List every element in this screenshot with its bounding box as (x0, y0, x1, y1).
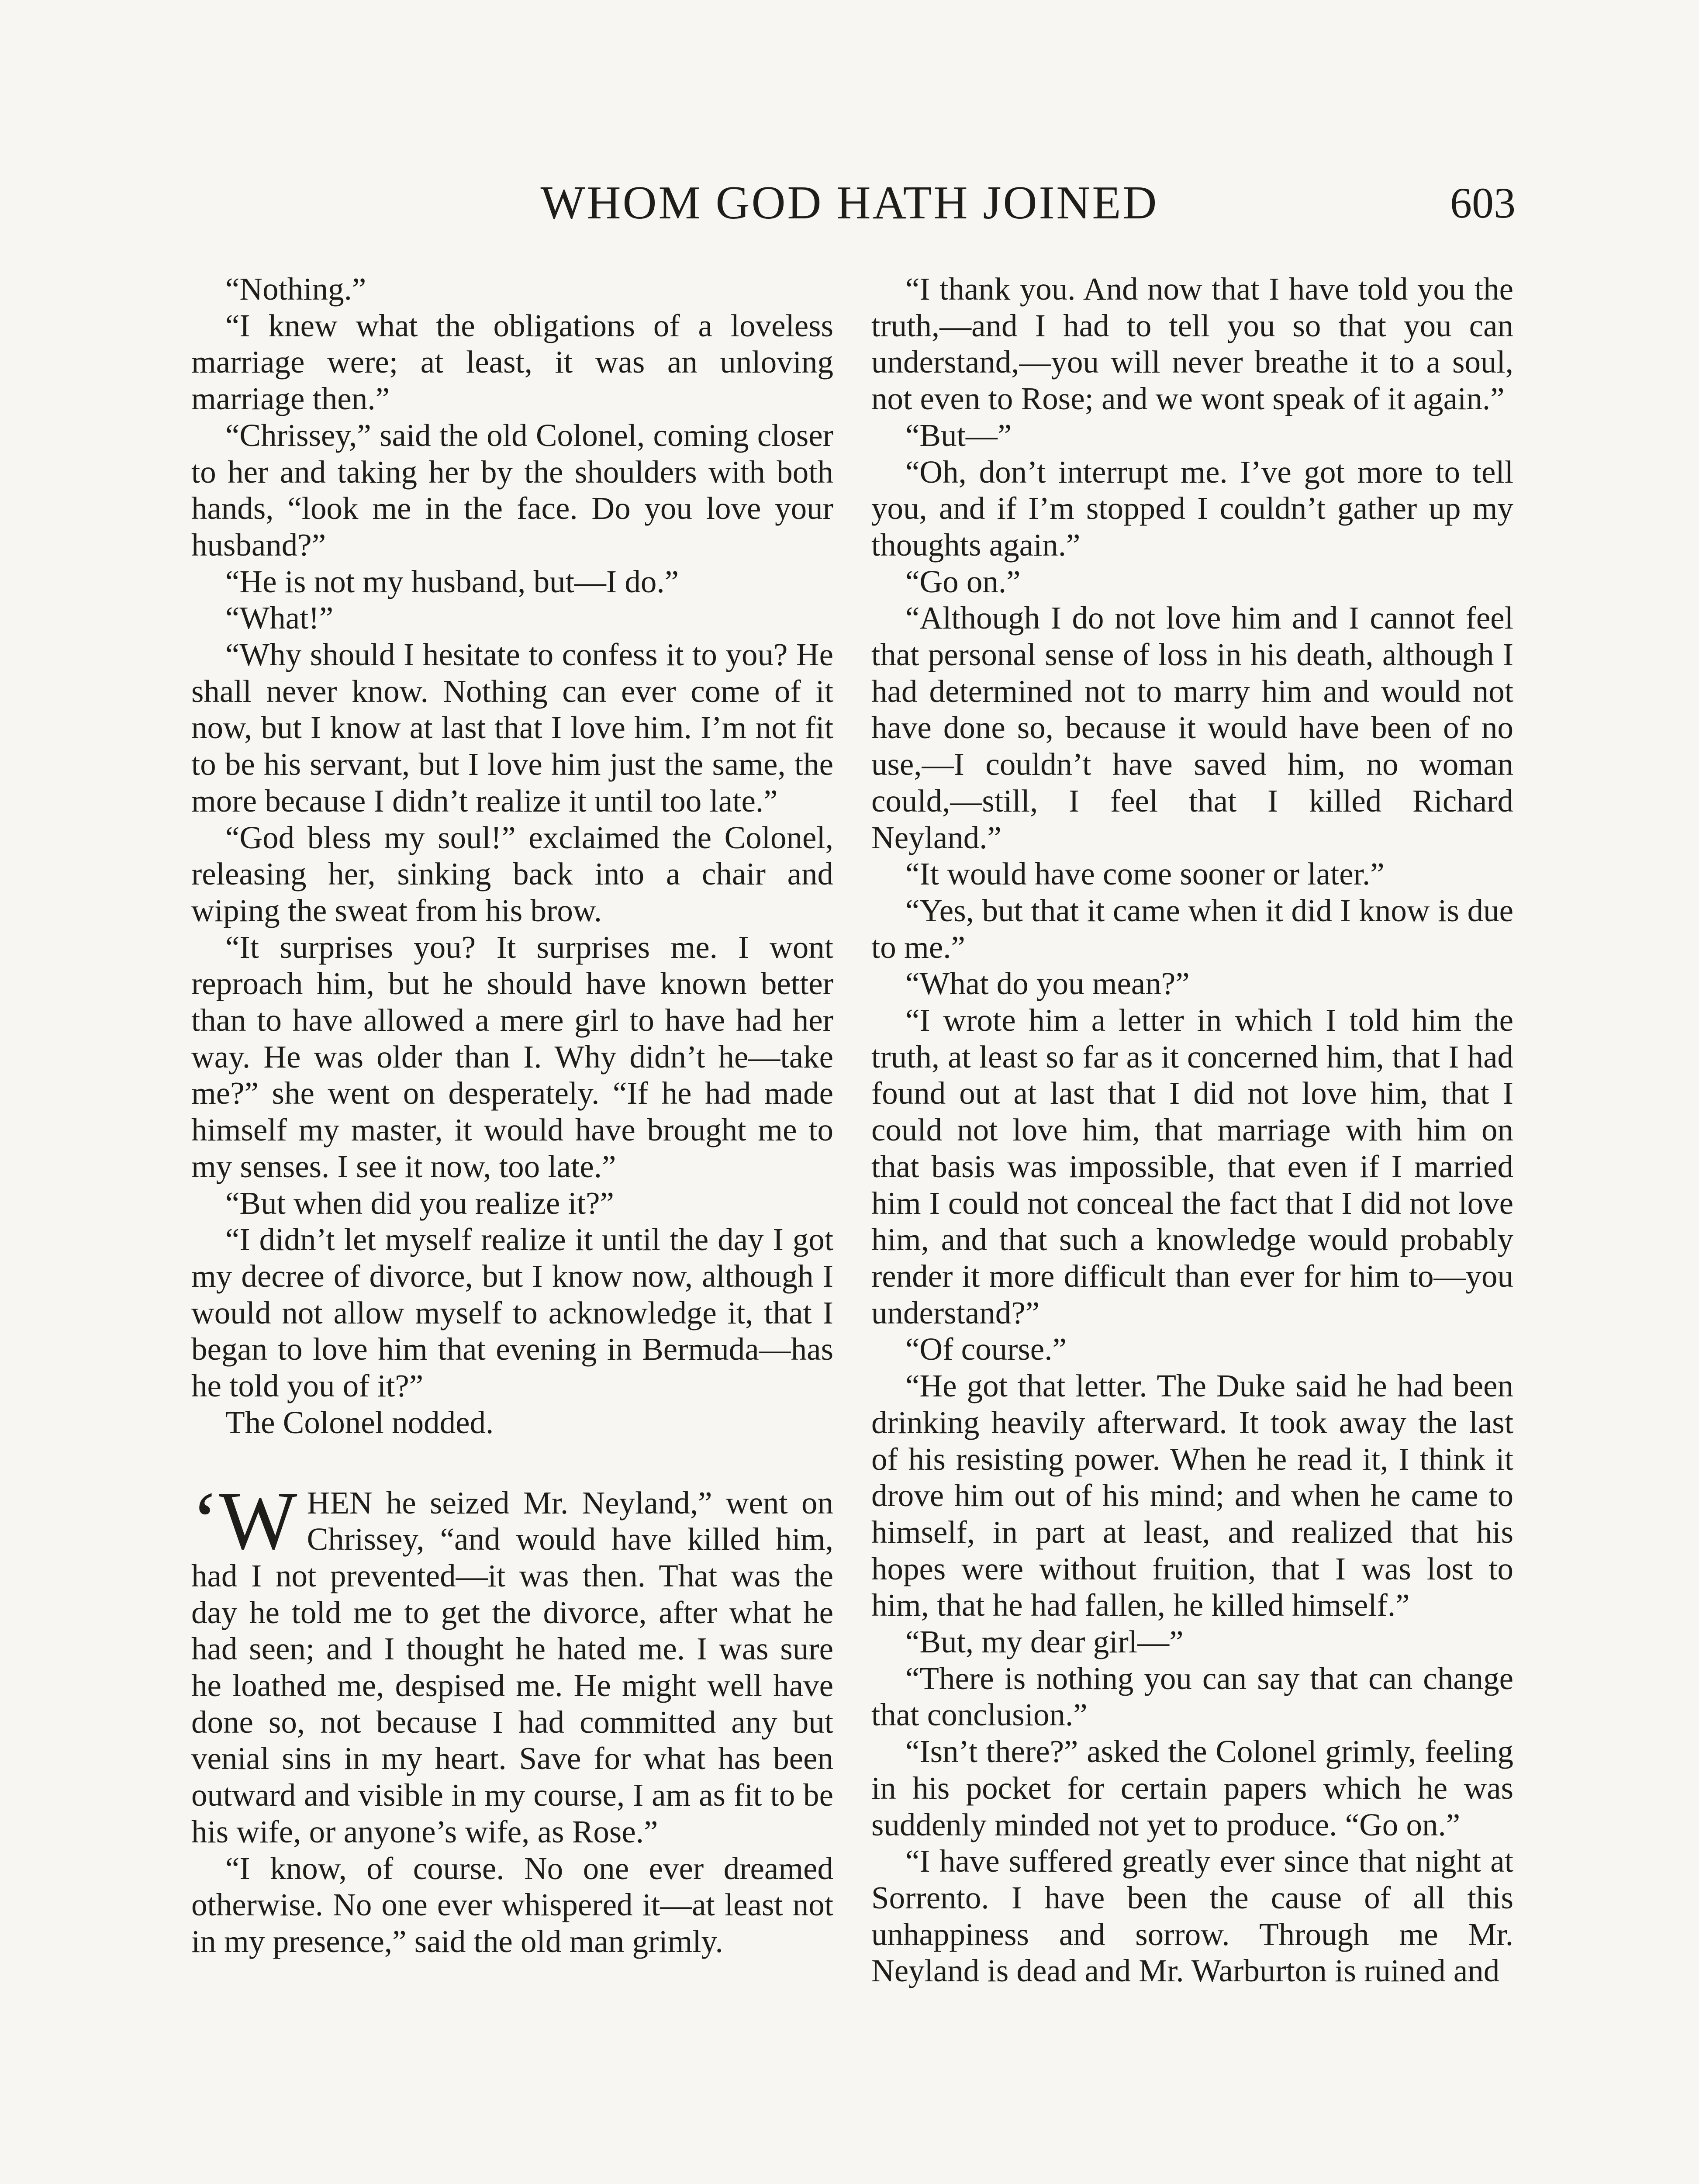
paragraph: “God bless my soul!” exclaimed the Colonel, releasing her, sinking back into a chair and wiping the sweat from his brow. (191, 819, 833, 928)
drop-cap: ‘W (191, 1475, 297, 1567)
paragraph: “I have suffered greatly ever since that night at Sorrento. I have been the cause of all this unhappiness and sorrow. Through me Mr. Neyland is dead and Mr. Warburton is ruined and (871, 1843, 1513, 1989)
page-number: 603 (1450, 179, 1516, 227)
paragraph: “Why should I hesitate to confess it to you? He shall never know. Nothing can ever come of it now, but I know at last that I love him. I’m not fit to be his servant, but I love him just the same, the more because I didn’t realize it until too late.” (191, 637, 833, 819)
paragraph: “What do you mean?” (905, 966, 1190, 1002)
paragraph: “I know, of course. No one ever dreamed otherwise. No one ever whispered it—at least not in my presence,” said the old man grimly. (191, 1850, 833, 1959)
paragraph: “I knew what the obligations of a loveless marriage were; at least, it was an unloving marriage then.” (191, 308, 833, 417)
section-start-text: HEN he seized Mr. Neyland,” went on Chrissey, “and would have killed him, had I not prevented—it was then. That was the day he told me to get the divorce, after what he had seen; and I thought he hated me. I was sure he loathed me, despised me. He might well have done so, not because I had committed any but venial sins in my heart. Save for what has been outward and visible in my course, I am as fit to be his wife, or anyone’s wife, as Rose.” (191, 1485, 833, 1849)
paragraph: “Yes, but that it came when it did I know is due to me.” (871, 892, 1513, 965)
paragraph: “Although I do not love him and I cannot feel that personal sense of loss in his death, although I had determined not to marry him and would not have done so, because it would have been of no use,—I couldn’t have saved him, no woman could,—still, I feel that I killed Richard Neyland.” (871, 600, 1513, 855)
paragraph: “But—” (905, 417, 1012, 453)
paragraph: “I thank you. And now that I have told you the truth,—and I had to tell you so that you can understand,—you will never breathe it to a soul, not even to Rose; and we wont speak of it again.” (871, 271, 1513, 417)
paragraph: “It would have come sooner or later.” (905, 856, 1385, 892)
paragraph: “Oh, don’t interrupt me. I’ve got more to tell you, and if I’m stopped I couldn’t gather up my thoughts again.” (871, 454, 1513, 563)
paragraph: “I didn’t let myself realize it until the day I got my decree of divorce, but I know now, although I would not allow myself to acknowledge it, that I began to love him that evening in Bermuda—has he told you of it?” (191, 1222, 833, 1404)
paragraph: “What!” (225, 600, 334, 636)
running-title: WHOM GOD HATH JOINED (540, 177, 1159, 229)
paragraph: “Isn’t there?” asked the Colonel grimly, feeling in his pocket for certain papers which he was suddenly minded not yet to produce. “Go on.” (871, 1734, 1513, 1842)
page-header (183, 173, 1516, 234)
paragraph: “He is not my husband, but—I do.” (225, 563, 679, 599)
paragraph: “I wrote him a letter in which I told him the truth, at least so far as it concerned him, that I had found out at last that I did not love him, that I could not love him, that marriage with him on that basis was impossible, that even if I married him I could not conceal the fact that I did not love him, and that such a knowledge would probably render it more difficult than ever for him to—you understand?” (871, 1002, 1513, 1330)
paragraph: The Colonel nodded. (225, 1404, 494, 1440)
left-column (191, 271, 833, 1960)
paragraph: “He got that letter. The Duke said he had been drinking heavily afterward. It took away the last of his resisting power. When he read it, I think it drove him out of his mind; and when he came to himself, in part at least, and realized that his hopes were without fruition, that I was lost to him, that he had fallen, he killed himself.” (871, 1368, 1513, 1623)
paragraph: “Nothing.” (225, 271, 366, 307)
paragraph: “But, my dear girl—” (905, 1624, 1184, 1660)
paragraph: “Chrissey,” said the old Colonel, coming closer to her and taking her by the shoulders with both hands, “look me in the face. Do you love your husband?” (191, 417, 833, 563)
section-start-paragraph (191, 1475, 833, 1850)
paragraph: “Of course.” (905, 1331, 1067, 1367)
paragraph: “There is nothing you can say that can change that conclusion.” (871, 1660, 1513, 1733)
paragraph: “But when did you realize it?” (225, 1185, 614, 1221)
paragraph: “It surprises you? It surprises me. I wont reproach him, but he should have known better than to have allowed a mere girl to have had her way. He was older than I. Why didn’t he—take me?” she went on desperately. “If he had made himself my master, it would have brought me to my senses. I see it now, too late.” (191, 929, 833, 1184)
right-column (871, 271, 1513, 1989)
paragraph: “Go on.” (905, 563, 1021, 599)
